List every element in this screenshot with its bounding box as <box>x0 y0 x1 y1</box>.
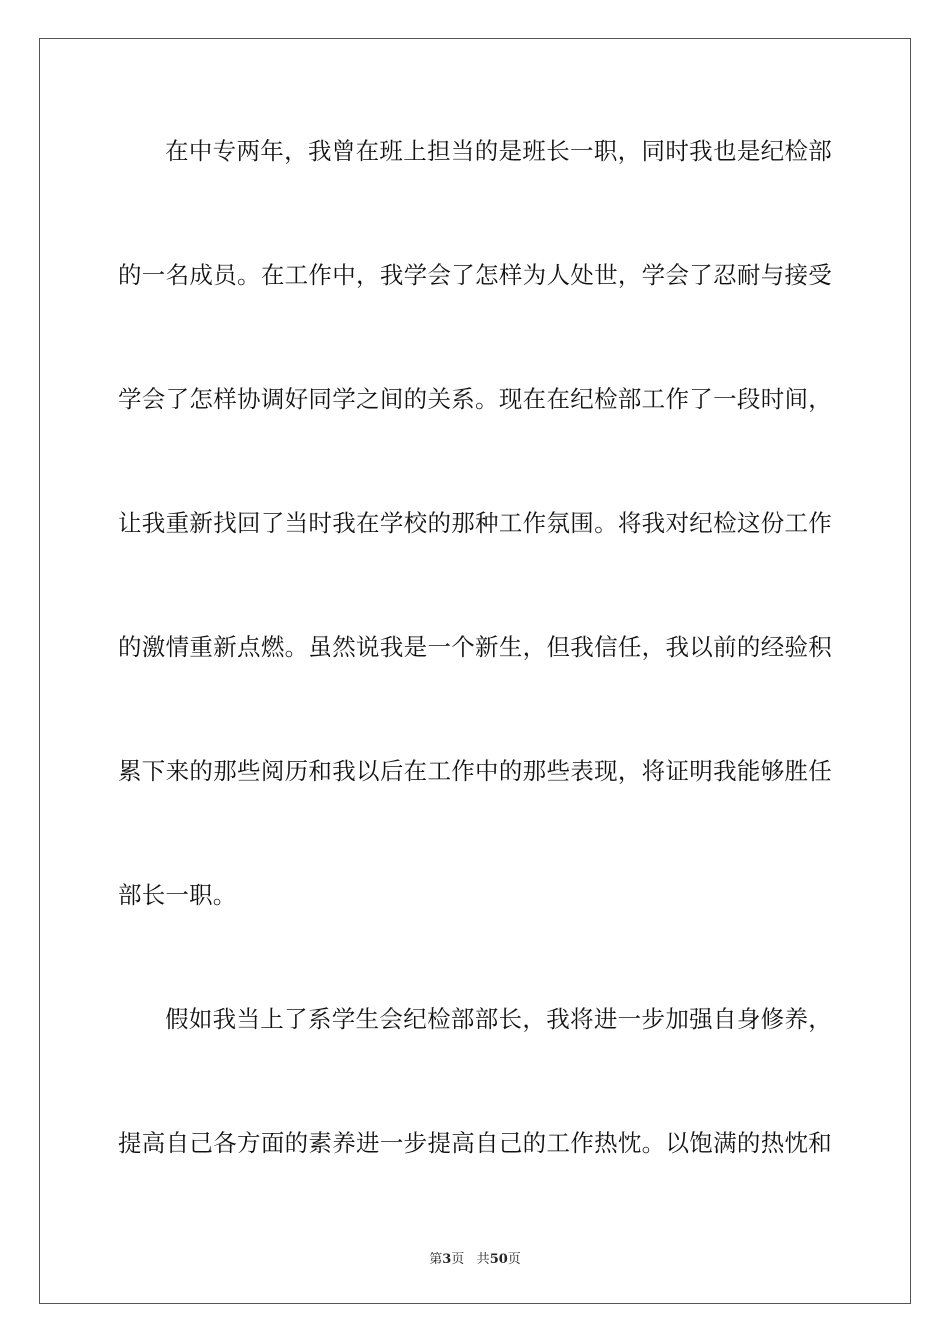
paragraph-line: 让我重新找回了当时我在学校的那种工作氛围。将我对纪检这份工作 <box>118 509 832 537</box>
footer-page-suffix: 页 <box>451 1252 465 1267</box>
paragraph-line: 提高自己各方面的素养进一步提高自己的工作热忱。以饱满的热忱和 <box>118 1129 832 1157</box>
page-border <box>39 38 911 1304</box>
footer-total-suffix: 页 <box>507 1252 521 1267</box>
paragraph-line: 在中专两年，我曾在班上担当的是班长一职，同时我也是纪检部 <box>165 137 832 165</box>
footer-prefix: 第 <box>429 1252 443 1267</box>
footer-page-number: 3 <box>442 1252 452 1267</box>
page-footer <box>0 1248 950 1267</box>
paragraph-line: 的一名成员。在工作中，我学会了怎样为人处世，学会了忍耐与接受 <box>118 261 832 289</box>
paragraph-line: 的激情重新点燃。虽然说我是一个新生，但我信任，我以前的经验积 <box>118 633 832 661</box>
footer-total-pages: 50 <box>489 1252 508 1267</box>
paragraph-line: 假如我当上了系学生会纪检部部长，我将进一步加强自身修养， <box>165 1005 832 1033</box>
paragraph-line: 学会了怎样协调好同学之间的关系。现在在纪检部工作了一段时间， <box>118 385 832 413</box>
paragraph-line: 部长一职。 <box>118 881 237 909</box>
paragraph-line: 累下来的那些阅历和我以后在工作中的那些表现，将证明我能够胜任 <box>118 757 832 785</box>
footer-total-prefix: 共 <box>476 1252 490 1267</box>
